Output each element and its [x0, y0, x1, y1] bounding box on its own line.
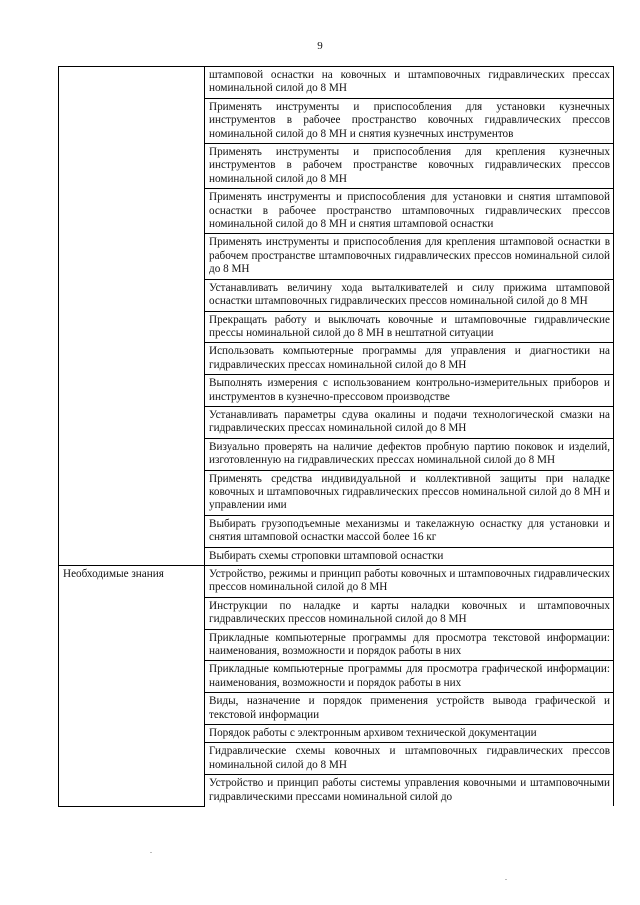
- requirement-text: Применять инструменты и приспособления для установки и снятия штамповой оснастки в рабочее пространство штамповочных гидравлических прессов номинальной силой до 8 МН и снятия штамповой оснастки: [205, 189, 614, 234]
- requirement-text: Порядок работы с электронным архивом технической документации: [205, 725, 614, 743]
- scan-speck: [150, 852, 152, 853]
- requirement-text: Применять инструменты и приспособления для крепления кузнечных инструментов в рабочем пространстве ковочных гидравлических прессов номинальной силой до 8 МН: [205, 144, 614, 189]
- requirement-text: Прекращать работу и выключать ковочные и штамповочные гидравлические прессы номинальной силой до 8 МН в нештатной ситуации: [205, 311, 614, 343]
- requirement-text: Устанавливать параметры сдува окалины и подачи технологической смазки на гидравлических прессах номинальной силой до 8 МН: [205, 406, 614, 438]
- requirement-text: Применять средства индивидуальной и коллективной защиты при наладке ковочных и штамповочных гидравлических прессов номинальной силой до 8 МН и управлении ими: [205, 470, 614, 515]
- requirement-text: Прикладные компьютерные программы для просмотра графической информации: наименования, возможности и порядок работы в них: [205, 661, 614, 693]
- section-label-cell: [59, 67, 205, 566]
- section-label: Необходимые знания: [63, 568, 164, 580]
- requirement-text: Выбирать грузоподъемные механизмы и такелажную оснастку для установки и снятия штамповой оснастки массой более 16 кг: [205, 515, 614, 547]
- requirement-text: Визуально проверять на наличие дефектов пробную партию поковок и изделий, изготовленную на гидравлических прессах номинальной силой до 8 МН: [205, 438, 614, 470]
- page-number: 9: [317, 40, 323, 52]
- requirement-text: Применять инструменты и приспособления для установки кузнечных инструментов в рабочее пространство ковочных гидравлических прессов номинальной силой до 8 МН и снятия кузнечных инструментов: [205, 98, 614, 143]
- requirement-text: Гидравлические схемы ковочных и штамповочных гидравлических прессов номинальной силой до 8 МН: [205, 743, 614, 775]
- requirement-text: Прикладные компьютерные программы для просмотра текстовой информации: наименования, возможности и порядок работы в них: [205, 629, 614, 661]
- requirement-text: Выбирать схемы строповки штамповой оснастки: [205, 547, 614, 565]
- requirement-text: Использовать компьютерные программы для управления и диагностики на гидравлических прессах номинальной силой до 8 МН: [205, 343, 614, 375]
- requirement-text: Применять инструменты и приспособления для крепления штамповой оснастки в рабочем пространстве штамповочных гидравлических прессов номинальной силой до 8 МН: [205, 234, 614, 279]
- requirement-text: Выполнять измерения с использованием контрольно-измерительных приборов и инструментов в кузнечно-прессовом производстве: [205, 375, 614, 407]
- section-label-cell: [59, 566, 205, 807]
- requirement-text: штамповой оснастки на ковочных и штамповочных гидравлических прессах номинальной силой до 8 МН: [205, 67, 614, 99]
- requirement-text: Устройство и принцип работы системы управления ковочными и штамповочными гидравлическими прессами номинальной силой до: [205, 775, 614, 806]
- requirements-table: [58, 66, 614, 807]
- requirement-text: Устройство, режимы и принцип работы ковочных и штамповочных гидравлических прессов номинальной силой до 8 МН: [205, 566, 614, 598]
- table-row: [59, 566, 614, 598]
- scan-speck: [505, 879, 507, 880]
- requirement-text: Виды, назначение и порядок применения устройств вывода графической и текстовой информации: [205, 693, 614, 725]
- requirement-text: Инструкции по наладке и карты наладки ковочных и штамповочных гидравлических прессов номинальной силой до 8 МН: [205, 597, 614, 629]
- requirement-text: Устанавливать величину хода выталкивателей и силу прижима штамповой оснастки штамповочных гидравлических прессов номинальной силой до 8 МН: [205, 279, 614, 311]
- table-row: [59, 67, 614, 99]
